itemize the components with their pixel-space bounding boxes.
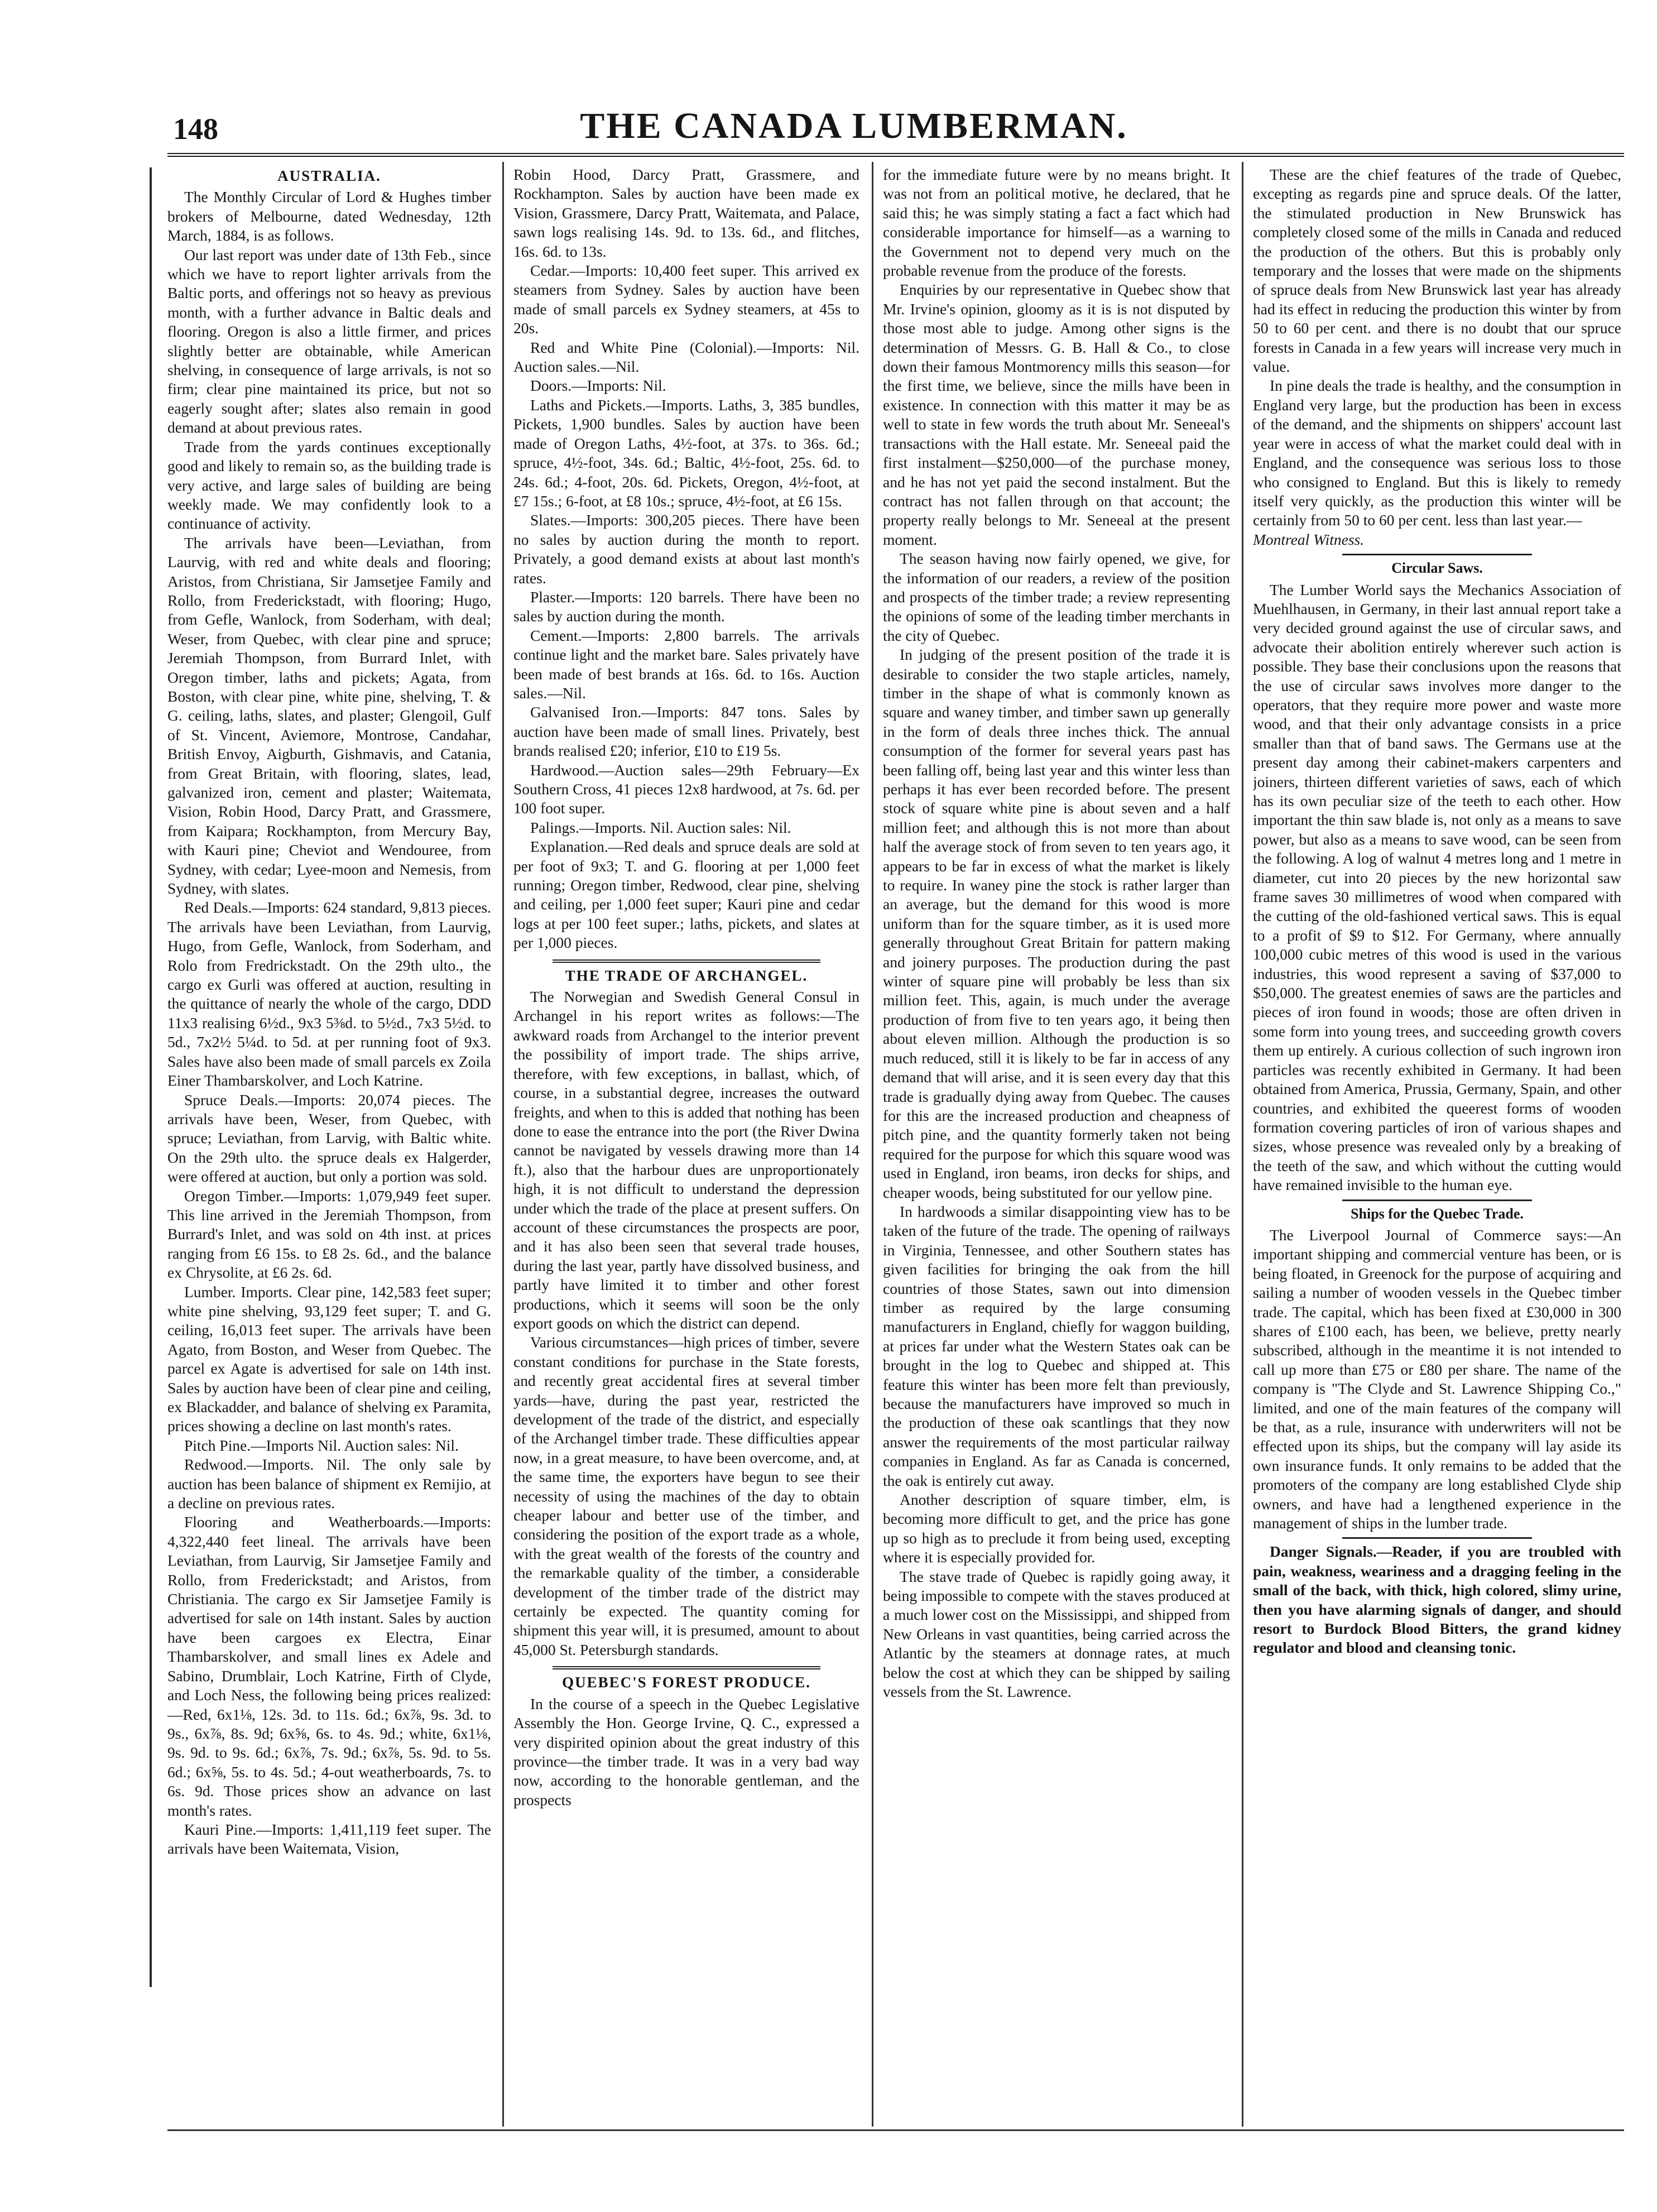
article-heading-quebec-forest: QUEBEC'S FOREST PRODUCE. — [562, 1674, 811, 1691]
paragraph: Explanation.—Red deals and spruce deals are sold at per foot of 9x3; T. and G. flooring at per 1,000 feet running; Oregon timber, Redwood, clear pine, shelving and ceiling, per 1,000 feet super; Kauri pine and cedar logs at per 100 feet super.; laths, pickets, and slates at per 1,000 pieces. — [513, 838, 859, 952]
paragraph: Kauri Pine.—Imports: 1,411,119 feet super. The arrivals have been Waitemata, Vision, — [167, 1820, 491, 1858]
paragraph: The Monthly Circular of Lord & Hughes timber brokers of Melbourne, dated Wednesday, 12th March, 1884, is as follows. — [167, 188, 491, 244]
paragraph: Pitch Pine.—Imports Nil. Auction sales: Nil. — [184, 1436, 459, 1454]
paragraph: Lumber. Imports. Clear pine, 142,583 feet super; white pine shelving, 93,129 feet super; T. and G. ceiling, 16,013 feet super. The arrivals have been Agato, from Boston, and Weser from Quebec. The parcel ex Agate is advertised for sale on 14th inst. Sales by auction have been of clear pine and ceiling, ex Blackadder, and balance of shelving ex Paramita, prices showing a decline on last month's rates. — [167, 1283, 491, 1435]
paragraph: The Lumber World says the Mechanics Association of Muehlhausen, in Germany, in their last annual report take a very decided ground against the use of circular saws, and advocate their abolition entirely wherever such action is possible. They base their conclusions upon the reasons that the use of circular saws involves more danger to the operators, that they require more power and waste more wood, and that their only advantage consists in a price smaller than that of band saws. The Germans use at the present day among their cabinet-makers carpenters and joiners, thirteen different varieties of saws, each of which has its own peculiar size of the teeth to each other. How important the thin saw blade is, not only as a means to save power, but also as a means to save wood, can be seen from the following. A log of walnut 4 metres long and 1 metre in diameter, cut into 20 pieces by the new horizontal saw frame saves 30 millimetres of wood when compared with the cutting of the old-fashioned vertical saws. This is equal to a profit of $9 to $12. For Germany, where annually 100,000 cubic metres of this wood is used in the various industries, this wood represent a saving of $37,000 to $50,000. The greatest enemies of saws are the particles and pieces of iron found in woods; those are often driven in some form into young trees, and succeeding growth covers them up entirely. A curious collection of such ingrown iron particles was recently exhibited in Germany. It had been obtained from America, Prussia, Germany, Spain, and other countries, and exhibited the queerest forms of wooden formation covering particles of iron of various shapes and sizes, whose presence was revealed only by a breaking of the teeth of the saw, and which without the cutting would have remained invisible to the human eye. — [1253, 580, 1621, 1194]
paragraph: In the course of a speech in the Quebec Legislative Assembly the Hon. George Irvine, Q. C., expressed a very dispirited opinion about the great industry of this province—the timber trade. It was in a very bad way now, according to the honorable gentleman, and the prospects — [513, 1695, 859, 1808]
paragraph: Palings.—Imports. Nil. Auction sales: Nil. — [530, 818, 791, 836]
section-divider — [553, 959, 820, 963]
paragraph: In hardwoods a similar disappointing view has to be taken of the future of the trade. The opening of railways in Virginia, Tennessee, and other Southern states has given facilities for bringing the oak from the hill countries of those States, sawn out into dimension timber as required by the large consuming manufacturers in England, chiefly for waggon building, at prices far under what the Western States oak can be brought in the log to Quebec and shipped at. This feature this winter has been more felt than previously, because the manufacturers have improved so much in the production of these oak scantlings that they now answer the requirements of the most particular railway companies in England. As far as Canada is concerned, the oak is entirely cut away. — [883, 1202, 1230, 1489]
section-divider — [1342, 1199, 1532, 1201]
column-2 — [513, 165, 859, 2130]
column-rule-2 — [872, 162, 873, 2127]
article-heading-archangel: THE TRADE OF ARCHANGEL. — [565, 967, 808, 984]
article-heading-ships-quebec: Ships for the Quebec Trade. — [1351, 1205, 1524, 1222]
left-scan-border — [150, 167, 152, 1987]
paragraph: Cedar.—Imports: 10,400 feet super. This arrived ex steamers from Sydney. Sales by auction have been made of small parcels ex Sydney steamers, at 45s to 20s. — [513, 262, 859, 337]
paragraph: Galvanised Iron.—Imports: 847 tons. Sales by auction have been made of small lines. Privately, best brands realised £20; inferior, £10 to £19 5s. — [513, 703, 859, 760]
source-credit: Montreal Witness. — [1253, 530, 1365, 548]
section-divider — [1342, 554, 1532, 555]
page-number: 148 — [173, 112, 218, 146]
paragraph: In pine deals the trade is healthy, and the consumption in England very large, but the production has been in excess of the demand, and the shipments on shippers' account last year were in access of what the market could deal with in England, and the consequence was serious loss to those who consigned to England. But this is likely to remedy itself very quickly, as the production this winter will be certainly from 50 to 60 per cent. less than last year.— — [1253, 377, 1621, 529]
paragraph: Oregon Timber.—Imports: 1,079,949 feet super. This line arrived in the Jeremiah Thompson, from Burrard's Inlet, and was sold on 4th inst. at prices ranging from £6 15s. to £8 2s. 6d., and the balance ex Chrysolite, at £6 2s. 6d. — [167, 1187, 491, 1282]
paragraph: Robin Hood, Darcy Pratt, Grassmere, and Rockhampton. Sales by auction have been made ex Vision, Grassmere, Darcy Pratt, Waitemata, and Palace, sawn logs realising 14s. 9d. to 13s. 6d., and flitches, 16s. 6d. to 13s. — [513, 166, 859, 260]
page-bottom-rule — [167, 2129, 1624, 2131]
masthead-rule — [167, 153, 1624, 157]
masthead-title: THE CANADA LUMBERMAN. — [580, 105, 1128, 146]
paragraph: Our last report was under date of 13th Feb., since which we have to report lighter arrivals from the Baltic ports, and offerings not so heavy as previous month, with a further advance in Baltic deals and flooring. Oregon is also a little firmer, and prices slightly better are obtainable, while American shelving, in consequence of large arrivals, is not so firm; clear pine maintained its price, but not so eagerly sought after; slates also remain in good demand at about previous rates. — [167, 246, 491, 436]
section-divider — [553, 1666, 820, 1669]
paragraph: The arrivals have been—Leviathan, from Laurvig, with red and white deals and flooring; Aristos, from Christiana, Sir Jamsetjee Family and Rollo, from Frederickstadt, with flooring; Hugo, from Gefle, Wanlock, from Soderham, with deal; Weser, from Quebec, with clear pine and spruce; Jeremiah Thompson, from Burrard Inlet, with Oregon timber, laths and pickets; Agata, from Boston, with clear pine, white pine, shelving, T. & G. ceiling, laths, slates, and plaster; Glengoil, Gulf of St. Vincent, Aviemore, Montrose, Candahar, British Envoy, Aigburth, Gishmavis, and Catania, from Great Britain, with flooring, slates, lead, galvanized iron, cement and plaster; Waitemata, Vision, Robin Hood, Darcy Pratt, and Grassmere, from Kaipara; Rockhampton, from Mercury Bay, with Kauri pine; Cheviot and Wendouree, from Sydney, with cedar; Lyee-moon and Nemesis, from Sydney, with slates. — [167, 534, 491, 898]
paragraph: Various circumstances—high prices of timber, severe constant conditions for purchase in the State forests, and recently great accidental fires at several timber yards—have, during the past year, restricted the development of the trade of the district, and especially of the Archangel timber trade. These difficulties appear now, in a great measure, to have been overcome, and, at the same time, the exporters have begun to see their necessity of using the machines of the day to obtain cheaper labour and better use of the timber, and considering the position of the export trade as a whole, with the great wealth of the forests of the country and the remarkable quality of the timber, a considerable development of the timber trade of the district may certainly be expected. The quantity coming for shipment this year will, it is presumed, amount to about 45,000 St. Petersburgh standards. — [513, 1333, 859, 1658]
paragraph: Red Deals.—Imports: 624 standard, 9,813 pieces. The arrivals have been Leviathan, from Laurvig, Hugo, from Gefle, Wanlock, from Soderham, and Rolo from Fredrickstadt. On the 29th ulto., the cargo ex Gurli was offered at auction, resulting in the quittance of nearly the whole of the cargo, DDD 11x3 realising 6½d., 9x3 5⅜d. to 5½d., 7x3 5½d. to 5d., 7x2½ 5¼d. to 5d. at per running foot of 9x3. Sales have also been made of small parcels ex Zoila Einer Thambarskolver, and Loch Katrine. — [167, 899, 491, 1090]
paragraph: for the immediate future were by no means bright. It was not from an political motive, he declared, that he said this; he was simply stating a fact a fact which had considerable importance for himself—as a warning to the Government not to depend very much on the probable revenue from the produce of the forests. — [883, 166, 1230, 280]
paragraph: The Liverpool Journal of Commerce says:—An important shipping and commercial venture has been, or is being floated, in Greenock for the purpose of acquiring and sailing a number of wooden vessels in the Quebec timber trade. The capital, which has been fixed at £30,000 in 300 shares of £100 each, has been, we believe, pretty nearly subscribed, although in the meantime it is not intended to call up more than £75 or £80 per share. The name of the company is "The Clyde and St. Lawrence Shipping Co.," limited, and one of the main features of the company will be that, as a rule, insurance with underwriters will not be effected upon its ships, but the company will lay aside its own insurance funds. It only remains to be added that the promoters of the company are long established Clyde ship owners, and have had a lengthened experience in the management of ships in the lumber trade. — [1253, 1226, 1621, 1532]
paragraph: Doors.—Imports: Nil. — [530, 377, 666, 395]
column-rule-3 — [1242, 162, 1243, 2127]
section-divider — [1342, 1537, 1532, 1539]
paragraph: Spruce Deals.—Imports: 20,074 pieces. The arrivals have been, Weser, from Quebec, with spruce; Leviathan, from Larvig, with Baltic white. On the 29th ulto. the spruce deals ex Halgerder, were offered at auction, but only a portion was sold. — [167, 1091, 491, 1186]
article-heading-circular-saws: Circular Saws. — [1391, 560, 1483, 577]
paragraph: The stave trade of Quebec is rapidly going away, it being impossible to compete with the staves produced at a much lower cost on the Mississippi, and shipped from New Orleans in vast quantities, being carried across the Atlantic by the steamers at donnage rates, at much below the cost at which they can be shipped by sailing vessels from the St. Lawrence. — [883, 1567, 1230, 1701]
column-4 — [1253, 165, 1621, 2130]
article-heading-australia: AUSTRALIA. — [277, 167, 381, 184]
paragraph: Flooring and Weatherboards.—Imports: 4,322,440 feet lineal. The arrivals have been Leviathan, from Laurvig, Sir Jamsetjee Family and Rollo, from Frederickstadt; and Aristos, from Christiania. The cargo ex Sir Jamsetjee Family is advertised for sale on 14th instant. Sales by auction have been cargoes ex Electra, Einar Thambarskolver, and small lines ex Adele and Sabino, Drumblair, Loch Katrine, Firth of Clyde, and Loch Ness, the following being prices realized:—Red, 6x1⅛, 12s. 3d. to 11s. 6d.; 6x⅞, 9s. 3d. to 9s., 6x⅞, 8s. 9d; 6x⅝, 6s. to 4s. 9d.; white, 6x1⅛, 9s. 9d. to 9s. 6d.; 6x⅞, 7s. 9d.; 6x⅞, 5s. 9d. to 5s. 6d.; 6x⅝, 5s. to 4s. 5d.; 4-out weatherboards, 7s. to 6s. 9d. Those prices show an advance on last month's rates. — [167, 1513, 491, 1819]
paragraph: Trade from the yards continues exceptionally good and likely to remain so, as the building trade is very active, and large sales of building are being weekly made. We may confidently look to a continuance of activity. — [167, 438, 491, 532]
paragraph: These are the chief features of the trade of Quebec, excepting as regards pine and spruce deals. Of the latter, the stimulated production in New Brunswick has completely closed some of the mills in Canada and reduced the production of the others. But this is probably only temporary and the losses that were made on the shipments of spruce deals from New Brunswick last year has already had its effect in reducing the production this winter by from 50 to 60 per cent. and there is no doubt that our spruce forests in Canada in a few years will increase very much in value. — [1253, 166, 1621, 376]
advertisement-danger-signals: Danger Signals.—Reader, if you are troubled with pain, weakness, weariness and a dragging feeling in the small of the back, with thick, high colored, slimy urine, then you have alarming signals of danger, and should resort to Burdock Blood Bitters, the grand kidney regulator and blood and cleansing tonic. — [1253, 1543, 1621, 1657]
paragraph: Enquiries by our representative in Quebec show that Mr. Irvine's opinion, gloomy as it is is not disputed by those most able to judge. Among other signs is the determination of Messrs. G. B. Hall & Co., to close down their famous Montmorency mills this season—for the first time, we believe, since the mills have been in existence. In connection with this matter it may be as well to state in few words the truth about Mr. Seneeal's transactions with the Hall estate. Mr. Seneeal paid the first instalment—$250,000—of the purchase money, and he has not yet paid the second instalment. But the contract has not fallen through on that account; the property really belongs to Mr. Seneeal at the present moment. — [883, 281, 1230, 548]
paragraph: Slates.—Imports: 300,205 pieces. There have been no sales by auction during the month to report. Privately, a good demand exists at about last month's rates. — [513, 511, 859, 587]
paragraph: The season having now fairly opened, we give, for the information of our readers, a review of the position and prospects of the timber trade; a review representing the opinions of some of the leading timber merchants in the city of Quebec. — [883, 550, 1230, 644]
column-3 — [883, 165, 1230, 2130]
paragraph: Laths and Pickets.—Imports. Laths, 3, 385 bundles, Pickets, 1,900 bundles. Sales by auction have been made of Oregon Laths, 4½-foot, at 37s. to 36s. 6d.; spruce, 4½-foot, 34s. 6d.; Baltic, 4½-foot, 25s. 6d. to 24s. 6d.; 4-foot, 20s. 6d. Pickets, Oregon, 4½-foot, at £7 15s.; 6-foot, at £8 10s.; spruce, 4½-foot, at £6 15s. — [513, 396, 859, 510]
paragraph: Hardwood.—Auction sales—29th February—Ex Southern Cross, 41 pieces 12x8 hardwood, at 7s. 6d. per 100 foot super. — [513, 761, 859, 817]
paragraph: Redwood.—Imports. Nil. The only sale by auction has been balance of shipment ex Remijio, at a decline on previous rates. — [167, 1456, 491, 1512]
paragraph: In judging of the present position of the trade it is desirable to consider the two staple articles, namely, timber in the shape of what is commonly known as square and waney timber, and timber sawn up generally in the form of deals three inches thick. The annual consumption of the former for several years past has been falling off, being last year and this winter less than perhaps it has ever been recorded before. The present stock of square white pine is about seven and a half million feet; and although this is not more than about half the average stock of from seven to ten years ago, it appears to be far in excess of what the market is likely to require. In waney pine the stock is rather larger than an average, but the demand for this wood is more uniform than for the square timber, as it is used more generally throughout Great Britain for pattern making and joinery purposes. The production during the past winter of square pine will probably be less than six million feet. This, again, is much under the average production of from five to ten years ago, it being then about eleven million. Although the production is so much reduced, still it is likely to be far in access of any demand that will arise, and it is seen every day that this trade is gradually dying away from Quebec. The causes for this are the increased production and cheapness of pitch pine, and the quantity formerly taken not being required for the purpose for which this square wood was used in England, iron beams, iron decks for ships, and cheaper woods, being substituted for our yellow pine. — [883, 646, 1230, 1201]
paragraph: The Norwegian and Swedish General Consul in Archangel in his report writes as follows:—The awkward roads from Archangel to the interior prevent the possibility of import trade. The ships arrive, therefore, with few exceptions, in ballast, which, of course, in a substantial degree, increases the outward freights, and when to this is added that nothing has been done to ease the entrance into the port (the River Dwina cannot be navigated by vessels drawing more than 14 ft.), also that the harbour dues are unproportionately high, it is not difficult to understand the depression under which the trade of the place at present suffers. On account of these circumstances the prospects are poor, and it has also been seen that several trade houses, during the last year, partly have dissolved business, and partly have limited it to timber and other forest productions, which it seems will soon be the only export goods on which the district can depend. — [513, 988, 859, 1332]
paragraph: Plaster.—Imports: 120 barrels. There have been no sales by auction during the month. — [513, 588, 859, 625]
paragraph: Cement.—Imports: 2,800 barrels. The arrivals continue light and the market bare. Sales privately have been made of best brands at 16s. 6d. to 16s. Auction sales.—Nil. — [513, 626, 859, 702]
paragraph: Another description of square timber, elm, is becoming more difficult to get, and the price has gone up so high as to preclude it from being used, excepting where it is especially provided for. — [883, 1491, 1230, 1566]
column-1 — [167, 165, 491, 2130]
paragraph: Red and White Pine (Colonial).—Imports: Nil. Auction sales.—Nil. — [513, 338, 859, 376]
column-rule-1 — [502, 162, 504, 2127]
